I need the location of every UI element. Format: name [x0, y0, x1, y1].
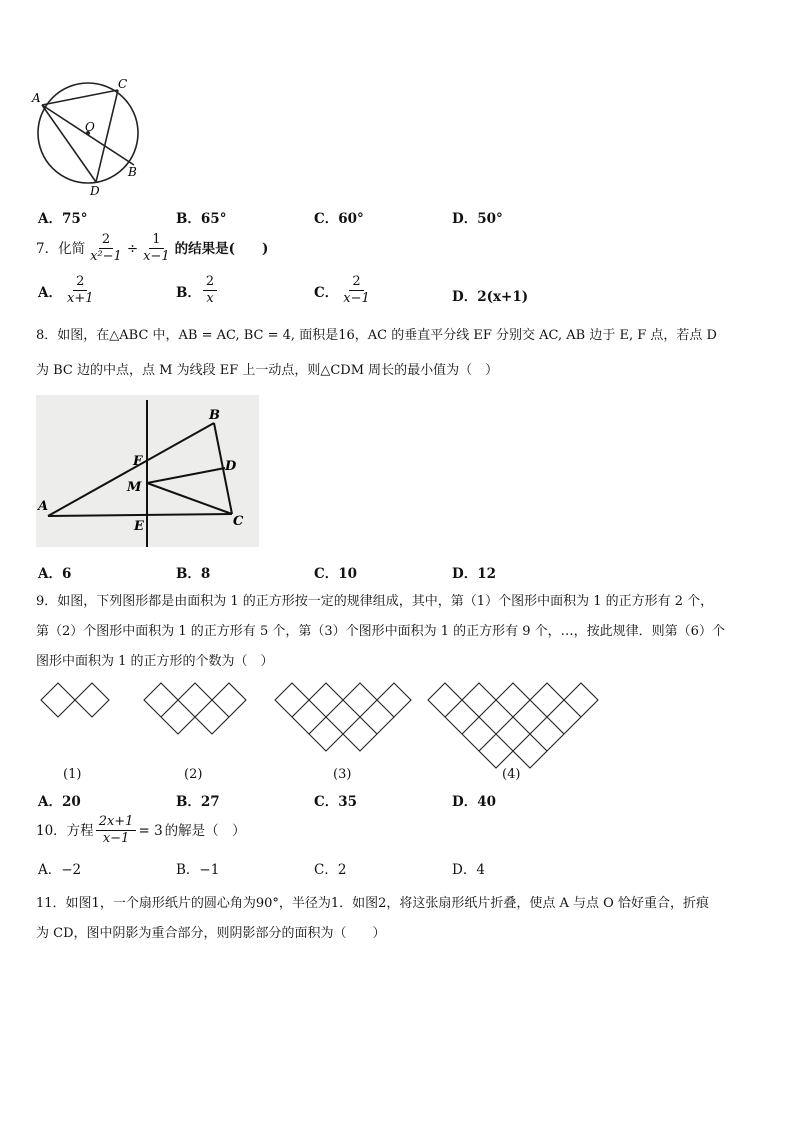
q9-caption-1: (1) [63, 767, 82, 782]
q10-prefix: 10．方程 [36, 822, 94, 839]
q9-caption-2: (2) [184, 767, 203, 782]
q9-option-d: D．40 [452, 794, 496, 810]
q7-fraction-2 [140, 232, 173, 265]
q7-option-a-num: 2 [73, 274, 87, 291]
q8-option-b: B．8 [176, 566, 211, 582]
q8-stem-line-2: 为 BC 边的中点，点 M 为线段 EF 上一动点，则△CDM 周长的最小值为（ ） [36, 363, 499, 378]
q6-option-b: B．65° [176, 211, 227, 227]
label-d: D [90, 184, 100, 198]
label-c: C [233, 514, 244, 529]
q7-option-c-fraction [340, 274, 373, 307]
q7-f1-denominator: x²−1 [90, 249, 122, 264]
q8-option-c: C．10 [314, 566, 358, 582]
q7-stem [36, 232, 268, 265]
q6-option-d: D．50° [452, 211, 503, 227]
q7-prefix: 7．化简 [36, 240, 86, 257]
q7-option-b-fraction [203, 274, 217, 307]
q10-option-a: A．−2 [38, 862, 82, 878]
q7-option-c-label: C． [314, 284, 339, 301]
q7-option-b-den: x [206, 291, 214, 306]
q7-option-d: D．2(x+1) [452, 289, 529, 305]
pattern-3 [275, 683, 411, 751]
q9-stem-line-2: 第（2）个图形中面积为 1 的正方形有 5 个，第（3）个图形中面积为 1 的正方形有 9 个，…，按此规律．则第（6）个 [36, 624, 725, 639]
q7-fraction-1 [87, 232, 125, 265]
q9-stem-line-1: 9．如图，下列图形都是由面积为 1 的正方形按一定的规律组成，其中，第（1）个图形中面积为 1 的正方形有 2 个， [36, 594, 714, 609]
q7-option-c-den: x−1 [343, 291, 370, 306]
q8-option-a: A．6 [38, 566, 72, 582]
segment-ad [42, 105, 96, 182]
q10-numerator: 2x+1 [96, 814, 137, 831]
q11-stem-line-2: 为 CD，图中阴影为重合部分，则阴影部分的面积为（ ） [36, 926, 386, 941]
q8-stem-line-1: 8．如图，在△ABC 中，AB = AC, BC = 4, 面积是16，AC 的垂直平分线 EF 分别交 AC, AB 边于 E, F 点，若点 D [36, 328, 717, 343]
q6-option-c: C．60° [314, 211, 364, 227]
label-c: C [118, 77, 128, 91]
q9-caption-3: (3) [333, 767, 352, 782]
q7-option-b-num: 2 [203, 274, 217, 291]
q10-denominator: x−1 [102, 831, 130, 846]
q8-triangle-figure [36, 395, 259, 547]
q7-f1-numerator: 2 [99, 232, 113, 249]
q9-option-b: B．27 [176, 794, 220, 810]
q7-option-c-num: 2 [349, 274, 363, 291]
q10-suffix: 的解是（ ） [164, 822, 246, 839]
q6-circle-figure [30, 70, 150, 200]
label-b: B [209, 408, 220, 423]
q7-suffix: 的结果是( ) [174, 240, 269, 257]
label-e: E [134, 519, 144, 534]
q7-operator: ÷ [126, 240, 139, 257]
q9-option-c: C．35 [314, 794, 358, 810]
pattern-1 [41, 683, 109, 717]
q6-option-a: A．75° [38, 211, 88, 227]
q10-fraction [96, 814, 137, 847]
segment-cd [96, 90, 118, 182]
label-f: F [133, 454, 143, 469]
label-d: D [225, 459, 237, 474]
q9-option-a: A．20 [38, 794, 81, 810]
pattern-4 [428, 683, 598, 768]
q10-option-c: C．2 [314, 862, 347, 878]
q7-option-b [176, 274, 219, 307]
q9-caption-4: (4) [502, 767, 521, 782]
q9-stem-line-3: 图形中面积为 1 的正方形的个数为（ ） [36, 654, 274, 669]
q9-square-patterns [30, 675, 600, 775]
label-m: M [127, 480, 142, 495]
q7-option-a-label: A． [38, 284, 62, 301]
q7-f2-numerator: 1 [149, 232, 163, 249]
label-a: A [38, 499, 49, 514]
q7-option-a-fraction [64, 274, 97, 307]
label-o: O [85, 120, 95, 134]
q8-option-d: D．12 [452, 566, 496, 582]
q7-option-a-den: x+1 [66, 291, 94, 306]
q10-option-d: D．4 [452, 862, 485, 878]
label-b: B [128, 165, 137, 179]
label-a: A [32, 91, 41, 105]
q11-stem-line-1: 11．如图1，一个扇形纸片的圆心角为90°，半径为1．如图2，将这张扇形纸片折叠，使点 A 与点 O 恰好重合，折痕 [36, 896, 709, 911]
q10-option-b: B．−1 [176, 862, 220, 878]
pattern-2 [144, 683, 246, 734]
q7-option-b-label: B． [176, 284, 201, 301]
q7-f2-denominator: x−1 [143, 249, 170, 264]
q10-equals: = 3 [138, 822, 163, 839]
q7-option-a [38, 274, 98, 307]
q10-stem [36, 814, 246, 847]
q7-option-c [314, 274, 375, 307]
